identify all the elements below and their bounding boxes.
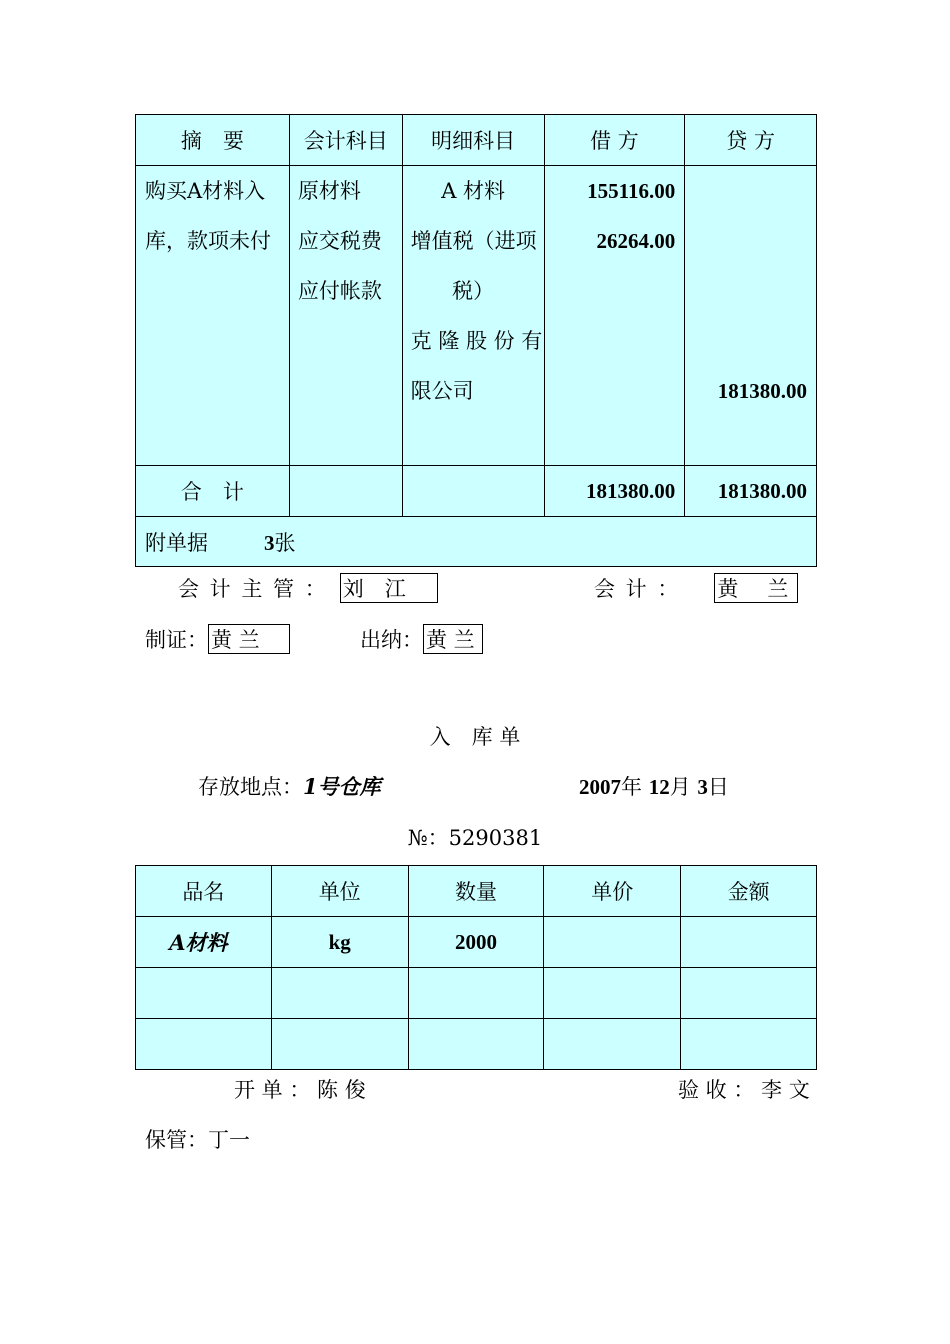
date-year-unit: 年 (621, 775, 642, 799)
voucher-attachment-row (136, 517, 817, 567)
total-account-empty (289, 466, 402, 517)
voucher-table (135, 114, 817, 567)
detail-line: 税） (452, 279, 495, 303)
item-name-cell: A材料 (136, 917, 272, 968)
date-month-unit: 月 (669, 775, 691, 799)
debit-value: 155116.00 (587, 179, 676, 203)
attachment-count: 3 (264, 530, 275, 555)
credit-cell (685, 166, 817, 466)
amount-cell (681, 968, 817, 1019)
account-cell (289, 166, 402, 466)
quantity-cell: 2000 (408, 917, 544, 968)
attachment-cell (136, 517, 817, 567)
summary-line: 库，款项未付 (145, 229, 271, 253)
header-amount: 金额 (681, 866, 817, 917)
accountant-signature (594, 573, 798, 605)
header-summary: 摘 要 (136, 115, 290, 166)
issuer-signature: 开 单 ： 陈 俊 (234, 1078, 366, 1102)
header-credit: 贷 方 (685, 115, 817, 166)
header-unit-price: 单价 (544, 866, 681, 917)
account-line: 应交税费 (297, 229, 382, 253)
quantity-cell (408, 968, 544, 1019)
detail-line: 克 隆 股 份 有 (410, 329, 543, 353)
location-value: 1号仓库 (303, 774, 381, 799)
maker-signature (145, 624, 290, 656)
date-month: 12 (648, 775, 670, 799)
header-item-name: 品名 (136, 866, 272, 917)
unit-price-cell (544, 1019, 681, 1070)
amount-cell (681, 1019, 817, 1070)
receipt-table (135, 865, 817, 1070)
receipt-title: 入 库 单 (429, 725, 521, 749)
table-row (136, 968, 817, 1019)
voucher-header-row (136, 115, 817, 166)
summary-line: 购买A材料入 (145, 179, 266, 203)
detail-cell (402, 166, 544, 466)
maker-label: 制证： (145, 628, 208, 652)
header-unit: 单位 (271, 866, 408, 917)
unit-cell (271, 968, 408, 1019)
date-day-unit: 日 (707, 775, 729, 799)
total-credit: 181380.00 (685, 466, 817, 517)
voucher-body-row (136, 166, 817, 466)
receipt-number: №：5290381 (407, 826, 543, 850)
debit-cell (544, 166, 685, 466)
inspector-signature: 验 收 ： 李 文 (678, 1078, 810, 1102)
accountant-label: 会 计 ： (594, 577, 681, 601)
location-label: 存放地点： (198, 775, 303, 799)
date-day: 3 (697, 775, 708, 799)
receipt-date (579, 770, 729, 804)
quantity-cell (408, 1019, 544, 1070)
summary-cell (136, 166, 290, 466)
total-label: 合 计 (136, 466, 290, 517)
maker-name: 黄 兰 (208, 624, 290, 654)
account-line: 原材料 (297, 179, 361, 203)
supervisor-signature (178, 573, 438, 605)
voucher-total-row (136, 466, 817, 517)
header-quantity: 数量 (408, 866, 544, 917)
cashier-signature (360, 624, 483, 656)
account-line: 应付帐款 (297, 279, 382, 303)
total-debit: 181380.00 (544, 466, 685, 517)
storage-location (198, 770, 381, 804)
attachment-label: 附单据 (145, 530, 208, 555)
header-detail: 明细科目 (402, 115, 544, 166)
credit-value: 181380.00 (717, 379, 807, 403)
receipt-header-row (136, 866, 817, 917)
detail-line: A 材料 (441, 179, 506, 203)
supervisor-label: 会 计 主 管 ： (178, 577, 328, 601)
keeper-signature: 保管：丁一 (145, 1128, 250, 1152)
cashier-name: 黄 兰 (423, 624, 483, 654)
item-name-cell (136, 1019, 272, 1070)
header-debit: 借 方 (544, 115, 685, 166)
attachment-unit: 张 (274, 530, 296, 555)
detail-line: 限公司 (410, 379, 474, 403)
supervisor-name: 刘 江 (340, 573, 438, 603)
amount-cell (681, 917, 817, 968)
total-detail-empty (402, 466, 544, 517)
debit-value: 26264.00 (596, 229, 676, 253)
unit-cell (271, 1019, 408, 1070)
table-row (136, 917, 817, 968)
date-year: 2007 (579, 775, 621, 799)
item-name-cell (136, 968, 272, 1019)
unit-price-cell (544, 917, 681, 968)
table-row (136, 1019, 817, 1070)
header-account: 会计科目 (289, 115, 402, 166)
unit-price-cell (544, 968, 681, 1019)
cashier-label: 出纳： (360, 628, 423, 652)
unit-cell: kg (271, 917, 408, 968)
accountant-name: 黄 兰 (714, 573, 798, 603)
detail-line: 增值税（进项 (410, 229, 537, 253)
